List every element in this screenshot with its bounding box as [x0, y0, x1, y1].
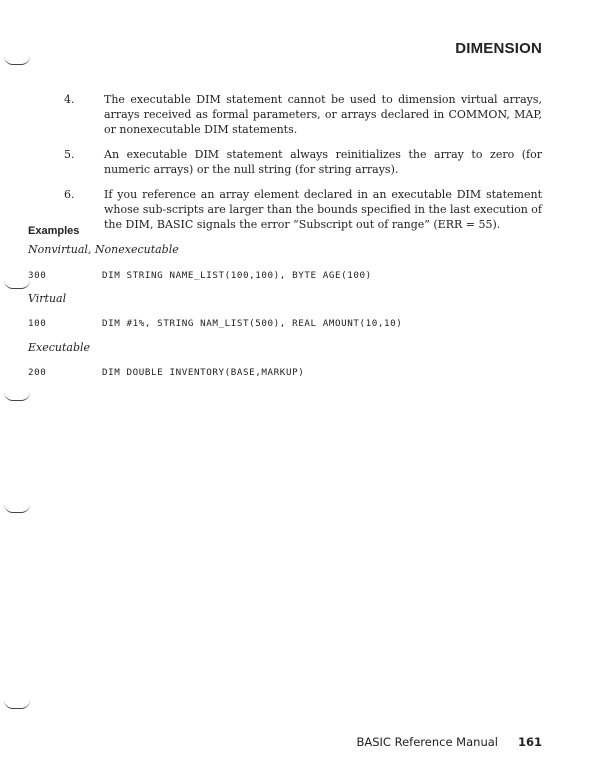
example-label: Executable — [28, 341, 91, 354]
item-number: 5. — [64, 148, 75, 161]
binding-hole-mark — [4, 392, 30, 401]
binding-hole-mark — [4, 700, 30, 709]
binding-hole-mark — [4, 56, 30, 65]
list-item — [64, 147, 542, 177]
page-title: DIMENSION — [455, 40, 542, 57]
examples-heading: Examples — [28, 225, 80, 237]
code-text: DIM DOUBLE INVENTORY(BASE,MARKUP) — [102, 367, 305, 378]
example-label: Nonvirtual, Nonexecutable — [28, 243, 179, 256]
binding-hole-mark — [4, 504, 30, 513]
line-number: 200 — [28, 367, 47, 378]
example-label: Virtual — [28, 292, 67, 305]
item-text: An executable DIM statement always reinitializes the array to zero (for numeric arrays) or the null string (for string arrays). — [104, 148, 542, 176]
item-number: 4. — [64, 93, 75, 106]
line-number: 100 — [28, 318, 47, 329]
list-item — [64, 187, 542, 232]
code-text: DIM STRING NAME_LIST(100,100), BYTE AGE(100) — [102, 270, 372, 281]
binding-hole-mark — [4, 280, 30, 289]
rules-list — [64, 92, 542, 242]
item-text: If you reference an array element declared in an executable DIM statement whose sub-scripts are larger than the bounds specified in the last execution of the DIM, BASIC signals the error “Subscript out of range” (ERR = 55). — [104, 188, 542, 231]
item-text: The executable DIM statement cannot be used to dimension virtual arrays, arrays received as formal parameters, or arrays declared in COMMON, MAP, or nonexecutable DIM statements. — [104, 93, 542, 136]
page-number: 161 — [517, 735, 542, 749]
code-line — [28, 367, 304, 378]
code-text: DIM #1%, STRING NAM_LIST(500), REAL AMOUNT(10,10) — [102, 318, 403, 329]
line-number: 300 — [28, 270, 47, 281]
page-footer — [356, 735, 542, 749]
list-item — [64, 92, 542, 137]
code-line — [28, 318, 402, 329]
code-line — [28, 270, 372, 281]
item-number: 6. — [64, 188, 75, 201]
manual-title: BASIC Reference Manual — [356, 735, 498, 749]
